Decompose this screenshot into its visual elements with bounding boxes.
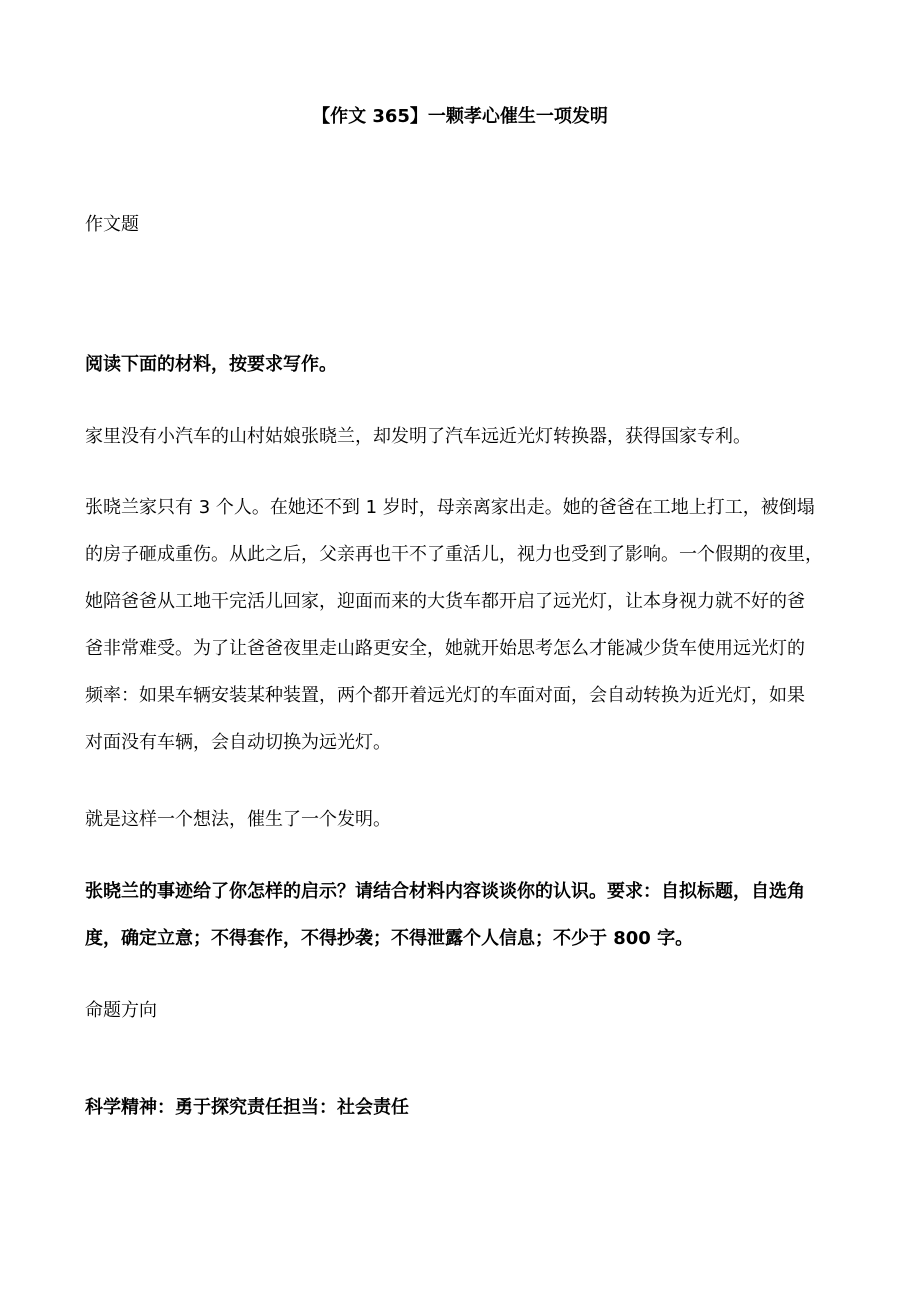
document-title: 【作文 365】一颗孝心催生一项发明 (312, 106, 608, 127)
paragraph-story-line: 的房子砸成重伤。从此之后，父亲再也干不了重活儿，视力也受到了影响。一个假期的夜里， (85, 544, 823, 565)
paragraph-story-line: 频率：如果车辆安装某种装置，两个都开着远光灯的车面对面，会自动转换为近光灯，如果 (85, 685, 805, 706)
question-line: 度，确定立意；不得套作，不得抄袭；不得泄露个人信息；不少于 800 字。 (85, 928, 694, 949)
paragraph-conclusion: 就是这样一个想法，催生了一个发明。 (85, 809, 391, 830)
instruction-text: 阅读下面的材料，按要求写作。 (85, 354, 337, 375)
paragraph-story-line: 对面没有车辆，会自动切换为远光灯。 (85, 732, 391, 753)
paragraph-story-line: 张晓兰家只有 3 个人。在她还不到 1 岁时，母亲离家出走。她的爸爸在工地上打工，被倒塌 (85, 497, 815, 518)
paragraph-story-line: 爸非常难受。为了让爸爸夜里走山路更安全，她就开始思考怎么才能减少货车使用远光灯的 (85, 638, 805, 659)
section-label-essay-topic: 作文题 (85, 214, 139, 235)
section-label-direction: 命题方向 (85, 1000, 157, 1021)
paragraph-story-line: 她陪爸爸从工地干完活儿回家，迎面而来的大货车都开启了远光灯，让本身视力就不好的爸 (85, 591, 805, 612)
question-line: 张晓兰的事迹给了你怎样的启示？请结合材料内容谈谈你的认识。要求：自拟标题，自选角 (85, 881, 805, 902)
direction-text: 科学精神：勇于探究责任担当：社会责任 (85, 1097, 409, 1118)
paragraph-intro: 家里没有小汽车的山村姑娘张晓兰，却发明了汽车远近光灯转换器，获得国家专利。 (85, 426, 751, 447)
